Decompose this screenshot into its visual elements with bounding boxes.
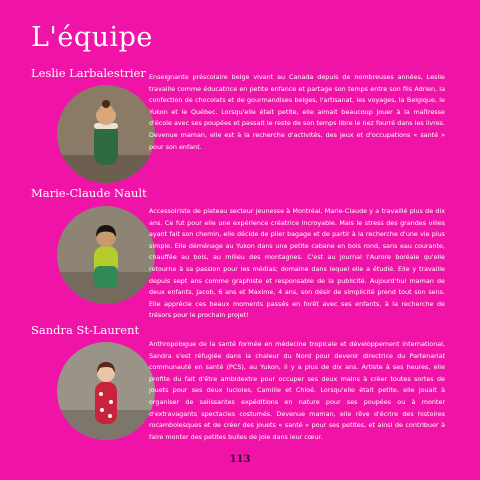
doll-body — [95, 382, 117, 424]
doll-image — [57, 342, 155, 440]
member-bio-sandra: Anthropologue de la santé formée en médecine tropicale et développement international, Sandra s'est réfugiée dans la chaleur du Nord pour devenir directrice du Partenariat communauté en santé (PCS), au Yukon, il y a plus de dix ans. Artiste à ses heures, elle profite du fait d'être ambidextre pour occuper ses deux mains à créer toutes sortes de jouets pour ses deux lucioles, Camille et Chloé. Lorsqu'elle était petite, elle jouait à organiser de salissantes expéditions en nature pour ses poupées ou à monter d'extravagants spectacles costumés. Devenue maman, elle rêve d'écrire des histoires rocambolesques et de créer des jouets « santé » pour ses petites, et ainsi de contribuer à faire monter des petites bulles de joie dans leur cœur. — [149, 340, 445, 441]
doll-dress-dot — [99, 392, 103, 396]
member-name-marie-claude: Marie-Claude Nault — [31, 186, 147, 200]
doll-image — [57, 85, 155, 183]
member-bio-marie-claude: Accessoiriste de plateau secteur jeunesse à Montréal, Marie-Claude y a travaillé plus de dix ans. Ce fut pour elle une expérience créatrice incroyable. Mais le stress des grandes villes ayant fait son chemin, elle décide de plier bagage et de partir à la recherche d'une vie plus simple. Elle déménage au Yukon dans une petite cabane en bois rond, sans eau courante, chauffée au bois, au milieu des montagnes. C'est au journal l'Aurore boréale qu'elle retourne à sa passion pour les médias; domaine dans lequel elle a étudié. Elle y travaille depuis sept ans comme graphiste et responsable de la publicité. Aujourd'hui maman de deux enfants, Jacob, 6 ans et Maxime, 4 ans, son désir de simplicité prend tout son sens. Elle apprécie ces beaux moments passés en forêt avec ses enfants, à la recherche de trésors pour le prochain projet! — [149, 207, 445, 320]
doll-bun — [102, 100, 110, 108]
doll-dress-dot — [109, 400, 113, 404]
member-bio-leslie: Enseignante préscolaire belge vivant au Canada depuis de nombreuses années, Leslie travaille comme éducatrice en petite enfance et partage son temps entre son fils Adrien, la confection de chocolats et de gourmandises belges, l'artisanat, les voyages, la Belgique, le Yukon et le Québec. Lorsqu'elle était petite, elle aimait beaucoup jouer à la maîtresse d'école avec ses poupées et passait le reste de son temps libre le nez fourré dans les livres. Devenue maman, elle est à la recherche d'activités, des jeux et d'occupations « santé » pour son enfant. — [149, 73, 445, 151]
doll-image — [57, 206, 155, 304]
doll-body — [94, 123, 118, 165]
doll-photo-marie-claude — [57, 206, 155, 304]
member-name-sandra: Sandra St-Laurent — [31, 323, 140, 337]
doll-dress-dot — [108, 414, 112, 418]
doll-photo-leslie — [57, 85, 155, 183]
member-name-leslie: Leslie Larbalestrier — [31, 66, 146, 80]
doll-skirt — [94, 266, 118, 288]
doll-dress-dot — [100, 408, 104, 412]
page-title: L'équipe — [31, 22, 153, 53]
doll-photo-sandra — [57, 342, 155, 440]
page-number: 113 — [229, 454, 251, 465]
